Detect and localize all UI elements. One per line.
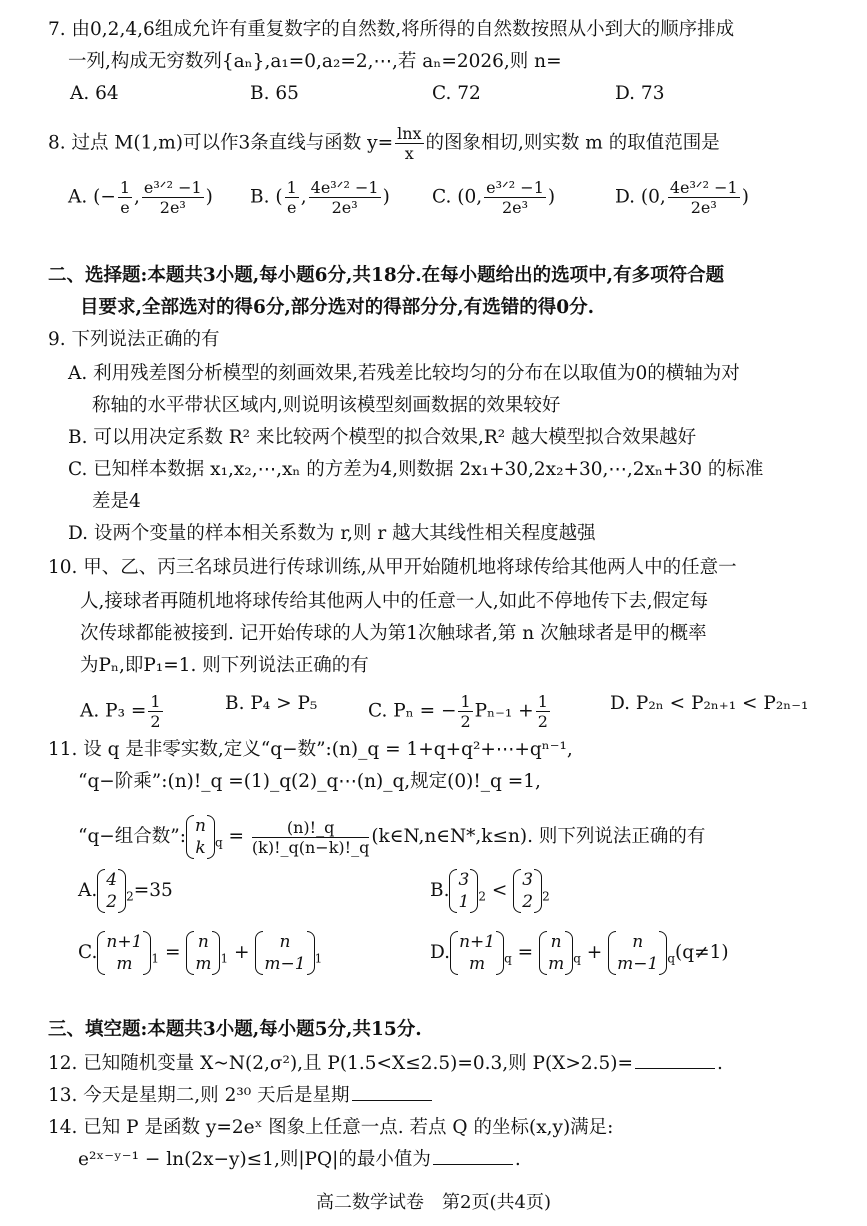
q9-stem: 9. 下列说法正确的有 — [48, 329, 220, 350]
q11-option-d: D. n+1 m $_q$ = n m $_q$ + n m−1 $_q$(q≠1) — [430, 932, 729, 974]
q9-option-c-line1: C. 已知样本数据 x₁,x₂,⋯,xₙ 的方差为4,则数据 2x₁+30,2x₂+30,⋯,2xₙ+30 的标准 — [68, 459, 764, 480]
q11-stem-line1: 11. 设 q 是非零实数,定义“q−数”:(n)_q = 1+q+q²+⋯+qⁿ⁻¹, — [48, 739, 573, 760]
q10-stem-line4: 为Pₙ,即P₁=1. 则下列说法正确的有 — [80, 655, 369, 676]
q12-answer-blank[interactable] — [635, 1052, 715, 1069]
q8-stem: 8. 过点 M(1,m)可以作3条直线与函数 y= $\frac{\ln x}{x}$ 的图象相切,则实数 m 的取值范围是 — [48, 124, 720, 163]
q11-option-b: B. 3 1 $_2$ < 3 2 $_2$ — [430, 870, 550, 912]
q9-option-d: D. 设两个变量的样本相关系数为 r,则 r 越大其线性相关程度越强 — [68, 523, 596, 544]
q8-option-b: B. ( $\frac{1}{e}$ , $\frac{\text{4e³ᐟ² −1}}{\text{2e³}}$ ) — [250, 178, 390, 217]
q10-stem-line2: 人,接球者再随机地将球传给其他两人中的任意一人,如此不停地传下去,假定每 — [80, 591, 709, 612]
section2-heading-line1: 二、选择题:本题共3小题,每小题6分,共18分.在每小题给出的选项中,有多项符合题 — [48, 265, 725, 286]
q14-stem-line2: e²ˣ⁻ʸ⁻¹ − ln(2x−y)≤1,则|PQ|的最小值为 . — [78, 1149, 521, 1170]
q9-option-a-line2: 称轴的水平带状区域内,则说明该模型刻画数据的效果较好 — [92, 395, 561, 416]
q9-option-c-line2: 差是4 — [92, 491, 141, 512]
q7-stem-line2: 一列,构成无穷数列{aₙ},a₁=0,a₂=2,⋯,若 aₙ=2026,则 n= — [68, 51, 562, 72]
q11-stem-line3: “q−组合数”: n k $_q$ = $\frac{(n)!\_q}{(k)!\_q(n-k)!\_q}$ (k∈N,n∈N*,k≤n). 则下列说法正确的有 — [78, 816, 706, 858]
q10-option-d: D. P₂ₙ < P₂ₙ₊₁ < P₂ₙ₋₁ — [610, 693, 809, 714]
q8-function-fraction: $\frac{\ln x}{x}$ — [397, 124, 422, 163]
q8-option-d: D. (0, $\frac{\text{4e³ᐟ² −1}}{\text{2e³}}$ ) — [615, 178, 749, 217]
q14-answer-blank[interactable] — [433, 1148, 513, 1165]
q10-option-a: A. P₃ = $\frac{1}{2}$ — [80, 692, 161, 731]
q13-stem: 13. 今天是星期二,则 2³⁰ 天后是星期 — [48, 1084, 434, 1108]
q7-option-c: C. 72 — [432, 83, 481, 104]
q10-stem-line1: 10. 甲、乙、丙三名球员进行传球训练,从甲开始随机地将球传给其他两人中的任意一 — [48, 557, 737, 578]
q10-option-c: C. Pₙ = − $\frac{1}{2}$ Pₙ₋₁ + $\frac{1}{2}$ — [368, 692, 548, 731]
section2-heading-line2: 目要求,全部选对的得6分,部分选对的得部分分,有选错的得0分. — [80, 297, 595, 318]
q10-option-b: B. P₄ > P₅ — [225, 693, 318, 714]
q13-answer-blank[interactable] — [352, 1084, 432, 1101]
q11-option-a: A. 4 2 $_2$=35 — [78, 870, 173, 912]
q8-option-c: C. (0, $\frac{\text{e³ᐟ² −1}}{\text{2e³}}$ ) — [432, 178, 556, 217]
q9-option-a-line1: A. 利用残差图分析模型的刻画效果,若残差比较均匀的分布在以取值为0的横轴为对 — [68, 363, 740, 384]
q12-stem: 12. 已知随机变量 X~N(2,σ²),且 P(1.5<X≤2.5)=0.3,则 P(X>2.5)= . — [48, 1053, 723, 1074]
q9-option-b: B. 可以用决定系数 R² 来比较两个模型的拟合效果,R² 越大模型拟合效果越好 — [68, 427, 697, 448]
q10-stem-line3: 次传球都能被接到. 记开始传球的人为第1次触球者,第 n 次触球者是甲的概率 — [80, 623, 707, 644]
q7-stem-line1: 7. 由0,2,4,6组成允许有重复数字的自然数,将所得的自然数按照从小到大的顺序排成 — [48, 19, 735, 40]
q7-option-b: B. 65 — [250, 83, 299, 104]
q7-option-d: D. 73 — [615, 83, 665, 104]
q7-option-a: A. 64 — [70, 83, 119, 104]
section3-heading: 三、填空题:本题共3小题,每小题5分,共15分. — [48, 1019, 422, 1040]
q8-option-a: A. (− $\frac{1}{e}$ , $\frac{\text{e³ᐟ² −1}}{\text{2e³}}$ ) — [68, 178, 213, 217]
q11-stem-line2: “q−阶乘”:(n)!_q =(1)_q(2)_q⋯(n)_q,规定(0)!_q =1, — [78, 771, 541, 792]
q14-stem-line1: 14. 已知 P 是函数 y=2eˣ 图象上任意一点. 若点 Q 的坐标(x,y)满足: — [48, 1117, 614, 1138]
q11-option-c: C. n+1 m $_1$ = n m $_1$ + n m−1 $_1$ — [78, 932, 323, 974]
page-footer: 高二数学试卷 第2页(共4页) — [316, 1192, 551, 1213]
